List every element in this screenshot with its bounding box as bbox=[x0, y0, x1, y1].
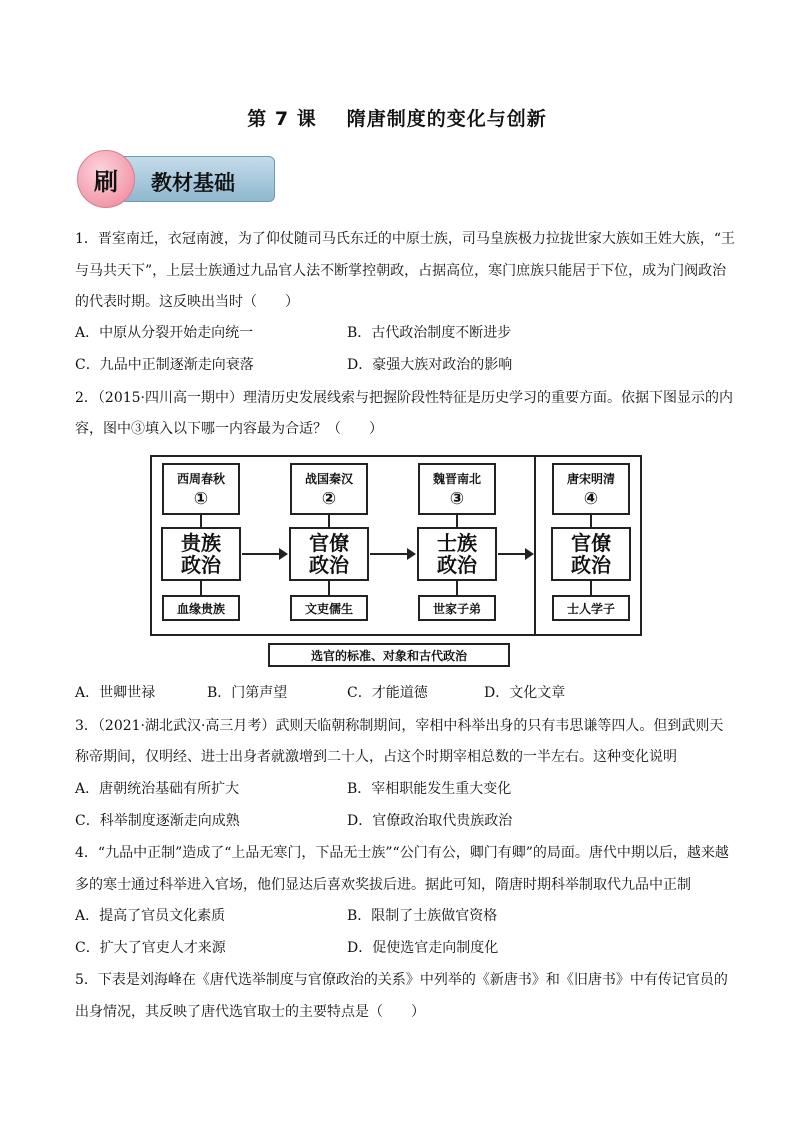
q4-option-a: A．提高了官员文化素质 bbox=[75, 908, 226, 924]
politics-top: 官僚 bbox=[571, 531, 611, 555]
politics-box-3 bbox=[417, 527, 497, 581]
q3-line-2: 称帝期间，仅明经、进士出身者就激增到二十人，占这个时期宰相总数的一半左右。这种变化说明 bbox=[75, 749, 677, 765]
q1-line-2: 与马共天下”，上层士族通过九品官人法不断掌控朝政，占据高位，寒门庶族只能居于下位，成为门阀政治 bbox=[75, 263, 727, 279]
q2-option-c: C．才能道德 bbox=[347, 685, 428, 701]
q1-option-c: C．九品中正制逐渐走向衰落 bbox=[75, 357, 254, 373]
group-box-3: 世家子弟 bbox=[418, 595, 496, 621]
era-number: ② bbox=[321, 488, 337, 509]
q4-option-d: D．促使选官走向制度化 bbox=[347, 940, 499, 956]
history-diagram bbox=[150, 455, 536, 670]
connector bbox=[456, 581, 458, 595]
politics-box-2 bbox=[289, 527, 369, 581]
q4-line-1: 4．“九品中正制”造成了“上品无寒门，下品无士族”“公门有公，卿门有卿”的局面。唐代中期以后，越来越 bbox=[75, 845, 729, 861]
politics-box-1 bbox=[161, 527, 241, 581]
q2-line-2: 容，图中③填入以下哪一内容最为合适？（ ） bbox=[75, 421, 383, 437]
q3-option-b: B．宰相职能发生重大变化 bbox=[347, 781, 512, 797]
politics-bottom: 政治 bbox=[571, 553, 611, 577]
era-name: 魏晋南北 bbox=[432, 471, 481, 486]
era-box-1 bbox=[162, 463, 240, 515]
era-box-2 bbox=[290, 463, 368, 515]
era-number: ① bbox=[193, 488, 209, 509]
arrow-2 bbox=[370, 553, 414, 555]
era-number: ④ bbox=[583, 488, 599, 509]
q1-line-3: 的代表时期。这反映出当时（ ） bbox=[75, 294, 299, 310]
q3-option-a: A．唐朝统治基础有所扩大 bbox=[75, 781, 240, 797]
politics-bottom: 政治 bbox=[181, 553, 221, 577]
group-box-1: 血缘贵族 bbox=[162, 595, 240, 621]
q3-line-1: 3．（2021·湖北武汉·高三月考）武则天临朝称制期间，宰相中科举出身的只有韦思谦等四人。但到武则天 bbox=[75, 718, 724, 734]
q1-line-1: 1．晋室南迁，衣冠南渡，为了仰仗随司马氏东迁的中原士族，司马皇族极力拉拢世家大族如王姓大族，“王 bbox=[75, 231, 736, 247]
q1-option-b: B．古代政治制度不断进步 bbox=[347, 325, 512, 341]
politics-top: 贵族 bbox=[181, 531, 221, 555]
arrow-3 bbox=[498, 553, 532, 555]
era-number: ③ bbox=[449, 488, 465, 509]
arrow-1 bbox=[242, 553, 286, 555]
banner-badge: 刷 bbox=[77, 150, 135, 208]
politics-bottom: 政治 bbox=[437, 553, 477, 577]
group-box-4: 士人学子 bbox=[552, 595, 630, 621]
politics-top: 士族 bbox=[437, 531, 477, 555]
era-box-3 bbox=[418, 463, 496, 515]
connector bbox=[200, 581, 202, 595]
q2-option-a: A．世卿世禄 bbox=[75, 685, 156, 701]
q2-option-d: D．文化文章 bbox=[484, 685, 566, 701]
era-name: 战国秦汉 bbox=[304, 471, 353, 486]
q1-option-a: A．中原从分裂开始走向统一 bbox=[75, 325, 254, 341]
page-title bbox=[0, 104, 794, 131]
era-name: 西周春秋 bbox=[176, 471, 225, 486]
connector bbox=[328, 581, 330, 595]
q5-line-1: 5．下表是刘海峰在《唐代选举制度与官僚政治的关系》中列举的《新唐书》和《旧唐书》中有传记官员的 bbox=[75, 972, 728, 988]
diagram-caption: 选官的标准、对象和古代政治 bbox=[268, 643, 510, 667]
politics-bottom: 政治 bbox=[309, 553, 349, 577]
lesson-number: 第 7 课 bbox=[247, 108, 317, 130]
q2-line-1: 2．（2015·四川高一期中）理清历史发展线索与把握阶段性特征是历史学习的重要方面。依据下图显示的内 bbox=[75, 390, 733, 406]
q2-option-b: B．门第声望 bbox=[207, 685, 288, 701]
section-banner bbox=[75, 148, 275, 210]
lesson-title: 隋唐制度的变化与创新 bbox=[346, 108, 547, 130]
era-name: 唐宋明清 bbox=[566, 471, 615, 486]
diagram-frame-right bbox=[534, 455, 642, 636]
q5-line-2: 出身情况，其反映了唐代选官取士的主要特点是（ ） bbox=[75, 1004, 425, 1020]
politics-top: 官僚 bbox=[309, 531, 349, 555]
q3-option-c: C．科举制度逐渐走向成熟 bbox=[75, 813, 240, 829]
group-box-2: 文吏儒生 bbox=[290, 595, 368, 621]
banner-label: 教材基础 bbox=[151, 171, 235, 195]
q4-line-2: 多的寒士通过科举进入官场，他们显达后喜欢奖拔后进。据此可知，隋唐时期科举制取代九品中正制 bbox=[75, 877, 691, 893]
q4-option-c: C．扩大了官吏人才来源 bbox=[75, 940, 226, 956]
q4-option-b: B．限制了士族做官资格 bbox=[347, 908, 498, 924]
q3-option-d: D．官僚政治取代贵族政治 bbox=[347, 813, 513, 829]
q1-option-d: D．豪强大族对政治的影响 bbox=[347, 357, 513, 373]
